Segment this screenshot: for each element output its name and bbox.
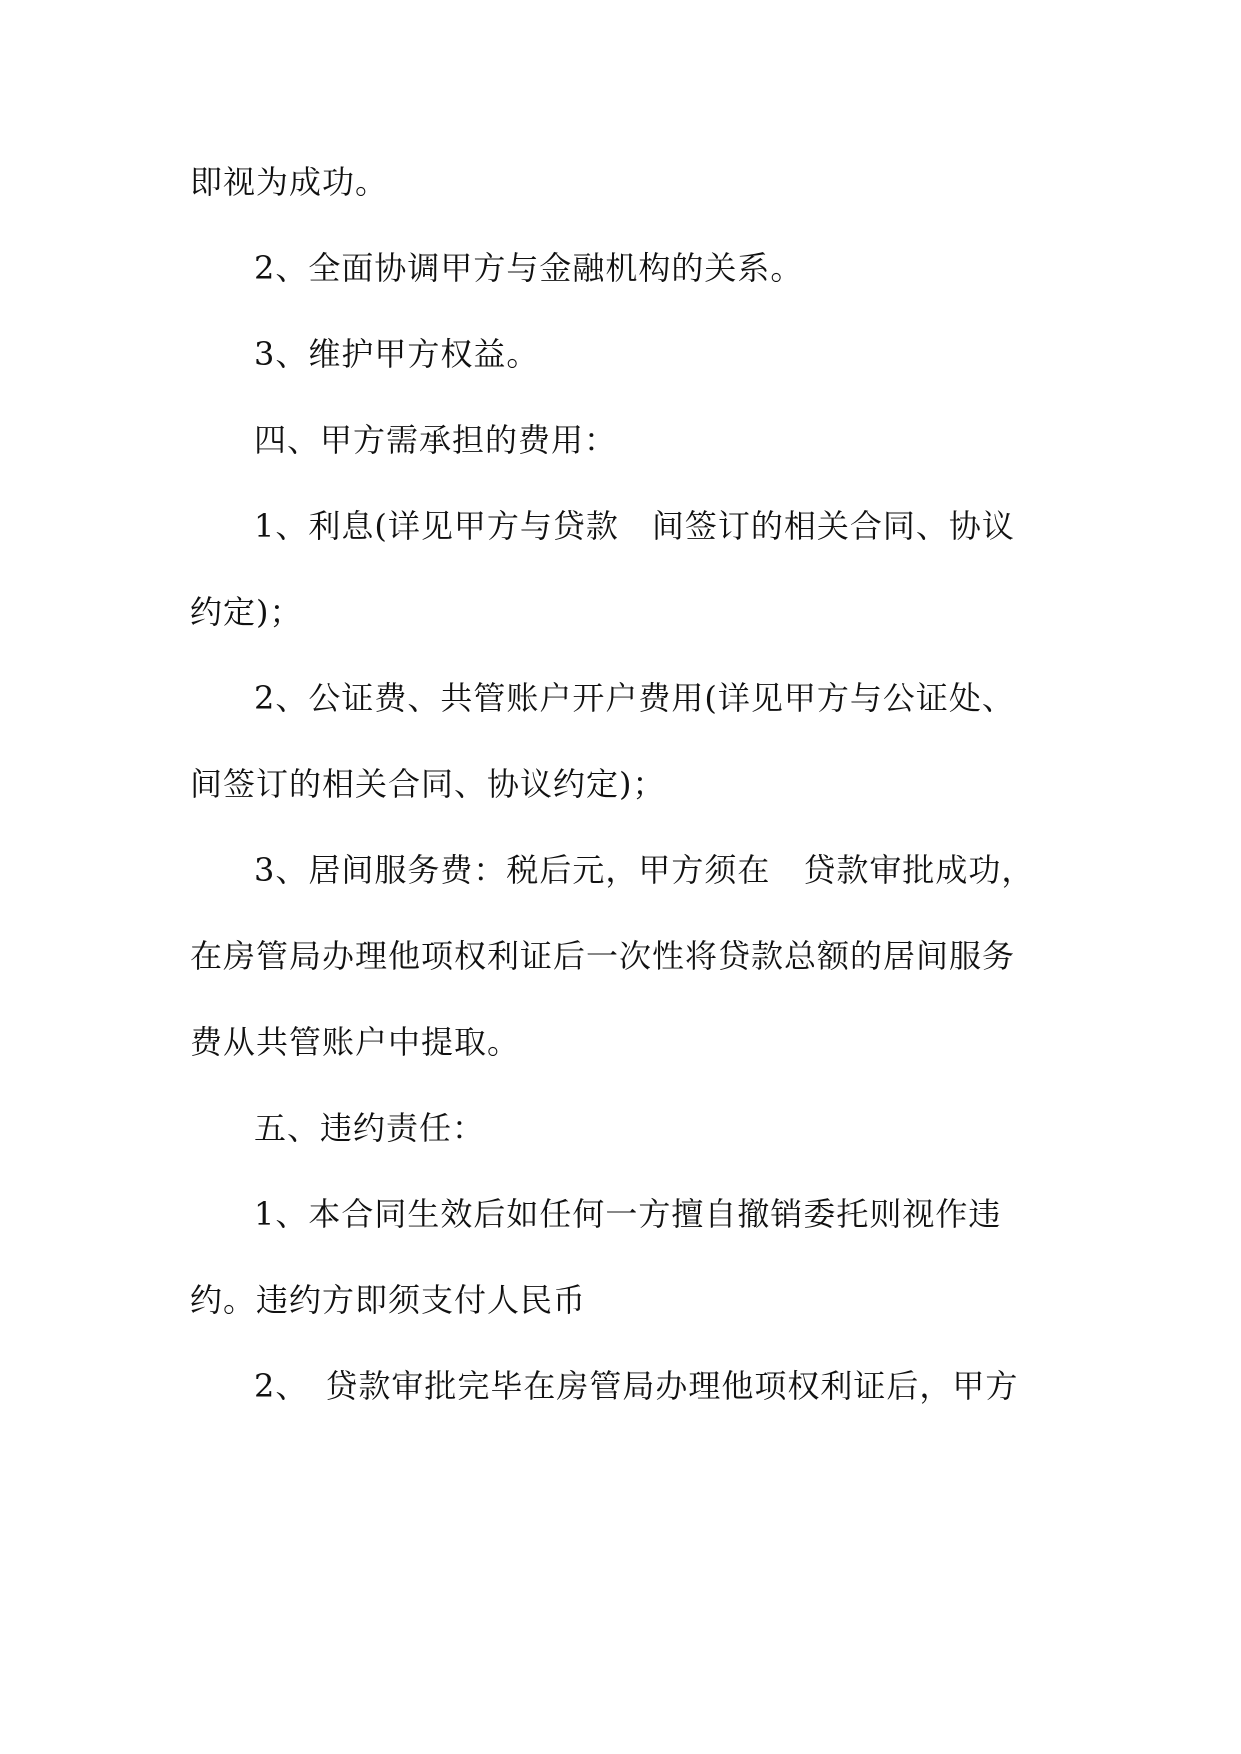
text-line: 即视为成功。 xyxy=(190,163,389,201)
text-line: 3、居间服务费：税后元，甲方须在 贷款审批成功， xyxy=(254,851,1035,889)
text-line: 1、利息(详见甲方与贷款 间签订的相关合同、协议 xyxy=(254,507,1015,545)
text-line: 2、 贷款审批完毕在房管局办理他项权利证后，甲方 xyxy=(254,1367,1019,1405)
text-line: 2、公证费、共管账户开户费用(详见甲方与公证处、 xyxy=(254,679,1015,717)
text-line: 约定)； xyxy=(190,593,303,631)
text-line: 3、维护甲方权益。 xyxy=(254,335,540,373)
text-line: 约。违约方即须支付人民币 xyxy=(190,1281,587,1319)
section-heading: 四、甲方需承担的费用： xyxy=(254,421,618,459)
text-line: 1、本合同生效后如任何一方擅自撤销委托则视作违 xyxy=(254,1195,1002,1233)
text-line: 费从共管账户中提取。 xyxy=(190,1023,521,1061)
text-line: 间签订的相关合同、协议约定)； xyxy=(190,765,666,803)
section-heading: 五、违约责任： xyxy=(254,1109,486,1147)
text-line: 2、全面协调甲方与金融机构的关系。 xyxy=(254,249,804,287)
text-line: 在房管局办理他项权利证后一次性将贷款总额的居间服务 xyxy=(190,937,1016,975)
